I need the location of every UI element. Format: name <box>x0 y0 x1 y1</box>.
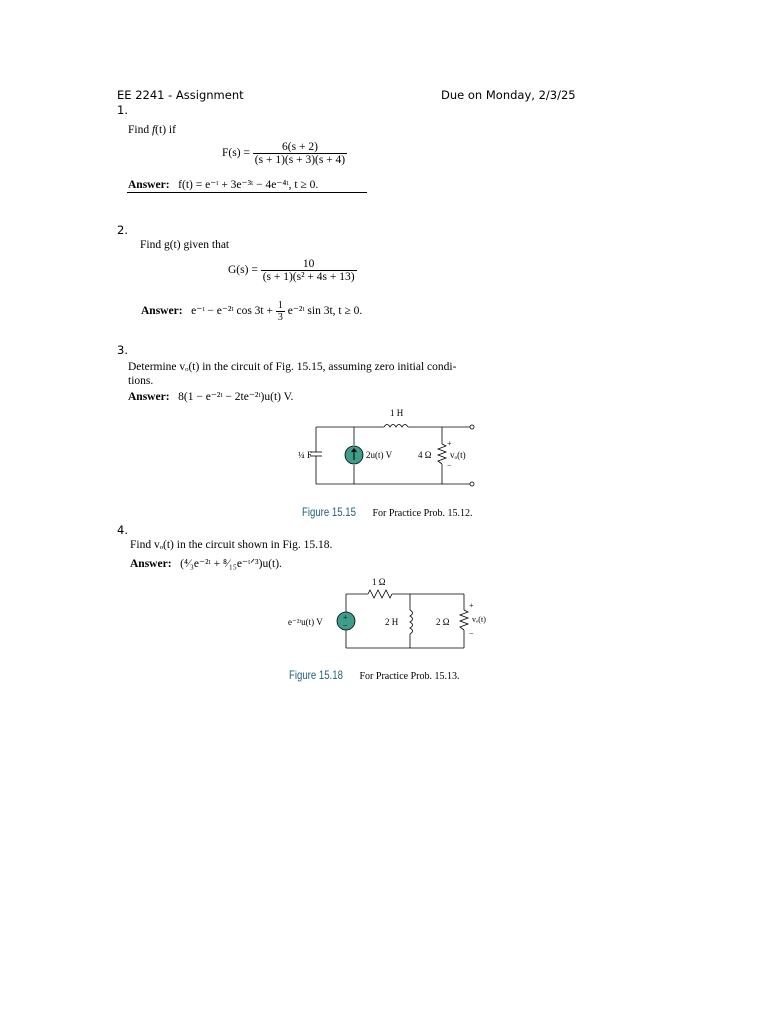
minus-sign: − <box>469 629 474 638</box>
problem-4-answer: Answer: (⁴⁄₃e⁻²ᵗ + ⁸⁄₁₅e⁻ᵗᐟ³)u(t). <box>130 558 282 570</box>
resistor-label: 4 Ω <box>418 450 432 460</box>
plus-sign: + <box>469 601 474 610</box>
fraction: $\frac{1}{3}$ <box>277 300 283 323</box>
assignment-title: EE 2241 - Assignment <box>117 88 244 102</box>
figure-caption: For Practice Prob. 15.12. <box>372 508 473 519</box>
fraction: $\frac{6(s + 2)}{(s + 1)(s + 3)(s + 4)}$ <box>254 141 346 166</box>
source-label: e⁻²ᵗu(t) V <box>288 617 323 627</box>
inductor-symbol <box>410 610 413 634</box>
problem-1-prompt: Find f(t) if <box>128 124 176 136</box>
output-label: vₒ(t) <box>472 615 486 624</box>
figure-15-18-caption <box>289 664 459 683</box>
problem-1-equation: F(s) = $\frac{6(s + 2)}{(s + 1)(s + 3)(s + 4)}$ <box>222 141 346 166</box>
problem-1-answer: Answer: f(t) = e⁻ᵗ + 3e⁻³ᵗ − 4e⁻⁴ᵗ, t ≥ 0. <box>128 179 319 191</box>
figure-15-15-caption <box>302 501 472 520</box>
due-date: Due on Monday, 2/3/25 <box>441 88 576 102</box>
output-label: vₒ(t) <box>450 450 466 460</box>
problem-3-prompt: Determine vₒ(t) in the circuit of Fig. 15.15, assuming zero initial condi- tions. <box>128 361 457 387</box>
problem-2-prompt: Find g(t) given that <box>140 239 230 251</box>
circuit-figure-15-18 <box>284 574 494 654</box>
figure-label: Figure 15.18 <box>289 668 343 682</box>
figure-caption: For Practice Prob. 15.13. <box>359 671 460 682</box>
problem-3-answer: Answer: 8(1 − e⁻²ᵗ − 2te⁻²ᵗ)u(t) V. <box>128 391 294 403</box>
source-minus: − <box>343 621 348 630</box>
resistor-1-symbol <box>368 590 392 598</box>
inductor-symbol <box>384 425 408 428</box>
problem-number: 4. <box>117 523 128 537</box>
figure-label: Figure 15.15 <box>302 505 356 519</box>
problem-number: 1. <box>117 103 128 117</box>
fraction: $\frac{10}{\text{(s + 1)(s² + 4s + 13)}}$ <box>262 258 355 283</box>
resistor-2-label: 2 Ω <box>436 617 450 627</box>
capacitor-label: ¼ F <box>298 450 313 460</box>
problem-2-answer: Answer: e⁻ᵗ − e⁻²ᵗ cos 3t + $\frac{1}{3}$ e⁻²ᵗ sin 3t, t ≥ 0. <box>141 300 363 323</box>
inductor-label: 2 H <box>385 617 399 627</box>
circuit-figure-15-15 <box>296 404 486 494</box>
plus-sign: + <box>447 439 452 448</box>
answer-rule <box>127 192 367 193</box>
problem-4-prompt: Find vₒ(t) in the circuit shown in Fig. 15.18. <box>130 539 333 551</box>
inductor-label: 1 H <box>390 408 404 418</box>
resistor-1-label: 1 Ω <box>372 577 386 587</box>
source-label: 2u(t) V <box>366 450 393 460</box>
source-plus: + <box>343 613 348 622</box>
minus-sign: − <box>447 461 452 470</box>
problem-number: 3. <box>117 343 128 357</box>
problem-number: 2. <box>117 223 128 237</box>
problem-2-equation: G(s) = $\frac{10}{\text{(s + 1)(s² + 4s + 13)}}$ <box>228 258 355 283</box>
